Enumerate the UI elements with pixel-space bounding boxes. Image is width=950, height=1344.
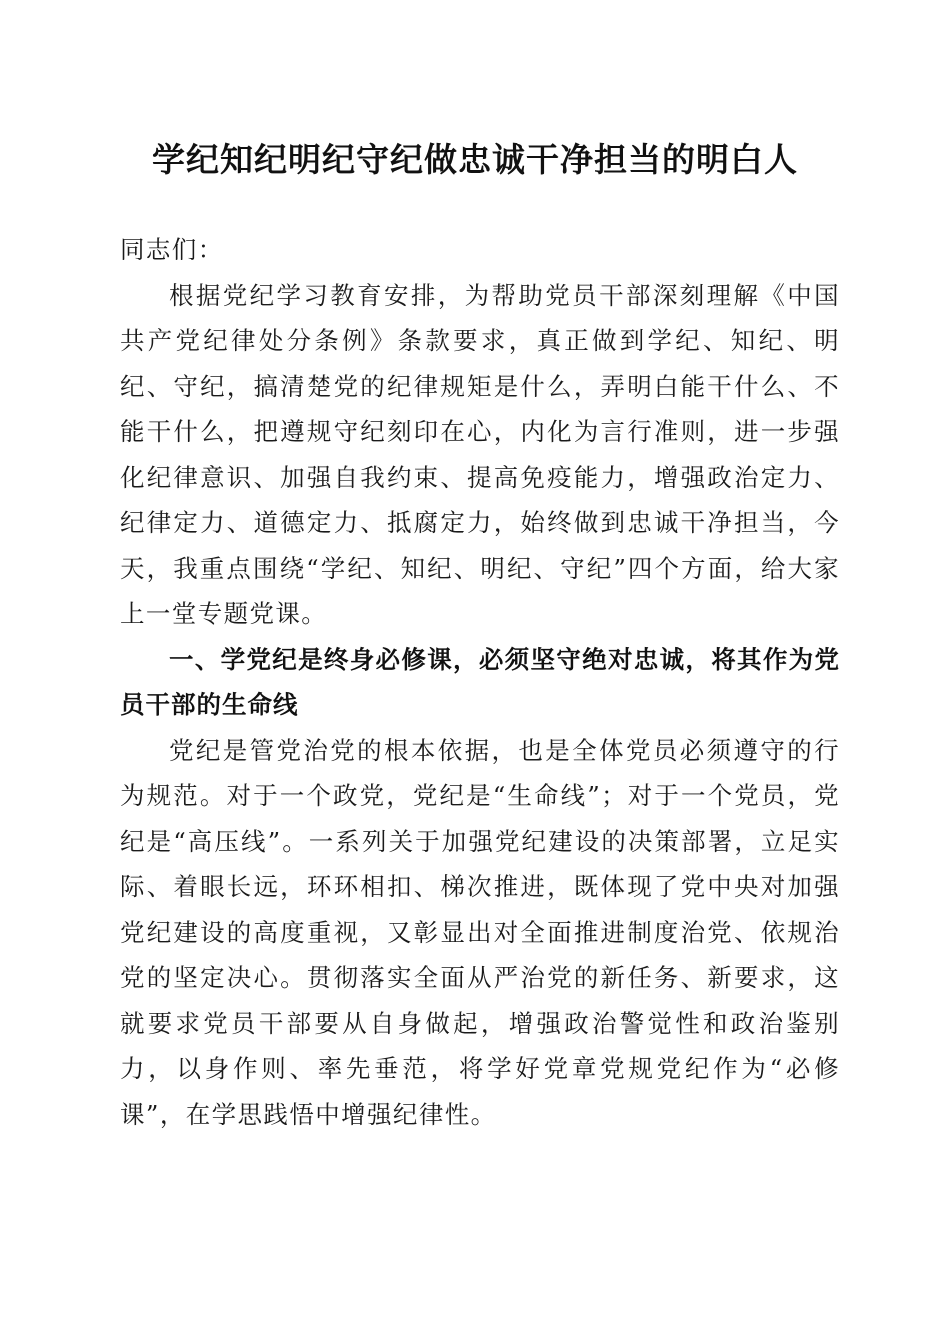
intro-paragraph: 根据党纪学习教育安排，为帮助党员干部深刻理解《中国共产党纪律处分条例》条款要求，真正做到学纪、知纪、明纪、守纪，搞清楚党的纪律规矩是什么，弄明白能干什么、不能干什么，把遵规守纪刻印在心，内化为言行准则，进一步强化纪律意识、加强自我约束、提高免疫能力，增强政治定力、纪律定力、道德定力、抵腐定力，始终做到忠诚干净担当，今天，我重点围绕“学纪、知纪、明纪、守纪”四个方面，给大家上一堂专题党课。	[120, 280, 840, 628]
salutation: 同志们：	[120, 235, 224, 264]
section-one-heading: 一、学党纪是终身必修课，必须坚守绝对忠诚，将其作为党员干部的生命线	[120, 644, 840, 719]
document-body	[120, 227, 840, 1137]
document-title: 学纪知纪明纪守纪做忠诚干净担当的明白人	[152, 140, 798, 179]
section-one-paragraph: 党纪是管党治党的根本依据，也是全体党员必须遵守的行为规范。对于一个政党，党纪是“生命线”；对于一个党员，党纪是“高压线”。一系列关于加强党纪建设的决策部署，立足实际、着眼长远，环环相扣、梯次推进，既体现了党中央对加强党纪建设的高度重视，又彰显出对全面推进制度治党、依规治党的坚定决心。贯彻落实全面从严治党的新任务、新要求，这就要求党员干部要从自身做起，增强政治警觉性和政治鉴别力，以身作则、率先垂范，将学好党章党规党纪作为“必修课”，在学思践悟中增强纪律性。	[120, 735, 840, 1129]
